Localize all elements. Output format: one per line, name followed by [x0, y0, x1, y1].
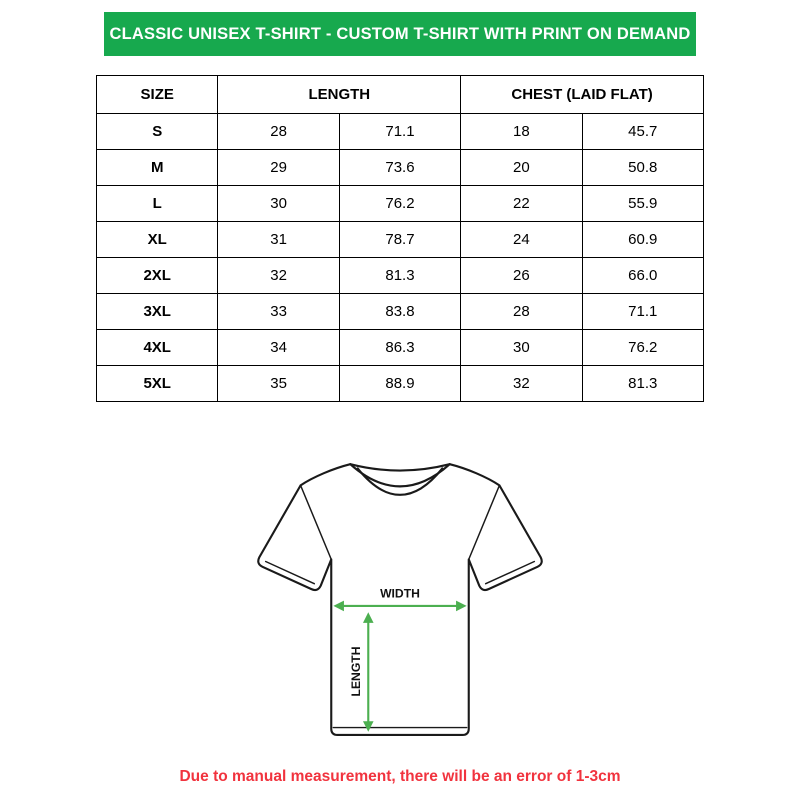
- size-cell: XL: [97, 222, 218, 258]
- size-cell: L: [97, 186, 218, 222]
- length-in-cell: 31: [218, 222, 339, 258]
- length-cm-cell: 78.7: [339, 222, 460, 258]
- chest-in-cell: 22: [461, 186, 582, 222]
- length-label: LENGTH: [348, 646, 363, 697]
- length-in-cell: 32: [218, 258, 339, 294]
- table-row: [97, 114, 704, 150]
- table-row: [97, 366, 704, 402]
- chest-cm-cell: 66.0: [582, 258, 703, 294]
- chest-cm-cell: 76.2: [582, 330, 703, 366]
- chest-cm-cell: 60.9: [582, 222, 703, 258]
- length-cm-cell: 86.3: [339, 330, 460, 366]
- length-in-cell: 29: [218, 150, 339, 186]
- chest-cm-cell: 81.3: [582, 366, 703, 402]
- table-row: [97, 186, 704, 222]
- length-in-cell: 34: [218, 330, 339, 366]
- length-in-cell: 35: [218, 366, 339, 402]
- length-cm-cell: 76.2: [339, 186, 460, 222]
- length-cm-cell: 81.3: [339, 258, 460, 294]
- chest-in-cell: 30: [461, 330, 582, 366]
- length-in-cell: 30: [218, 186, 339, 222]
- header-size: SIZE: [97, 76, 218, 114]
- header-chest: CHEST (LAID FLAT): [461, 76, 704, 114]
- size-cell: 3XL: [97, 294, 218, 330]
- width-label: WIDTH: [380, 586, 420, 601]
- chest-in-cell: 24: [461, 222, 582, 258]
- chest-in-cell: 20: [461, 150, 582, 186]
- size-table: [96, 75, 704, 402]
- table-row: [97, 222, 704, 258]
- title-banner: [104, 12, 696, 56]
- table-row: [97, 294, 704, 330]
- length-cm-cell: 88.9: [339, 366, 460, 402]
- table-row: [97, 330, 704, 366]
- page-title: CLASSIC UNISEX T-SHIRT - CUSTOM T-SHIRT WITH PRINT ON DEMAND: [109, 24, 691, 43]
- chest-cm-cell: 45.7: [582, 114, 703, 150]
- size-table-body: [97, 114, 704, 402]
- size-cell: S: [97, 114, 218, 150]
- table-row: [97, 150, 704, 186]
- header-length: LENGTH: [218, 76, 461, 114]
- tshirt-measurement-diagram: [230, 424, 570, 754]
- chest-in-cell: 28: [461, 294, 582, 330]
- measurement-error-note: Due to manual measurement, there will be an error of 1-3cm: [179, 768, 621, 785]
- chest-cm-cell: 55.9: [582, 186, 703, 222]
- size-cell: 2XL: [97, 258, 218, 294]
- table-row: [97, 258, 704, 294]
- chest-in-cell: 18: [461, 114, 582, 150]
- size-cell: 4XL: [97, 330, 218, 366]
- length-in-cell: 28: [218, 114, 339, 150]
- length-cm-cell: 83.8: [339, 294, 460, 330]
- length-cm-cell: 73.6: [339, 150, 460, 186]
- chest-in-cell: 32: [461, 366, 582, 402]
- size-table-header: [97, 76, 704, 114]
- length-cm-cell: 71.1: [339, 114, 460, 150]
- chest-cm-cell: 71.1: [582, 294, 703, 330]
- tshirt-diagram-wrap: [0, 424, 800, 754]
- chest-cm-cell: 50.8: [582, 150, 703, 186]
- size-cell: 5XL: [97, 366, 218, 402]
- chest-in-cell: 26: [461, 258, 582, 294]
- header-row: [97, 76, 704, 114]
- size-cell: M: [97, 150, 218, 186]
- length-in-cell: 33: [218, 294, 339, 330]
